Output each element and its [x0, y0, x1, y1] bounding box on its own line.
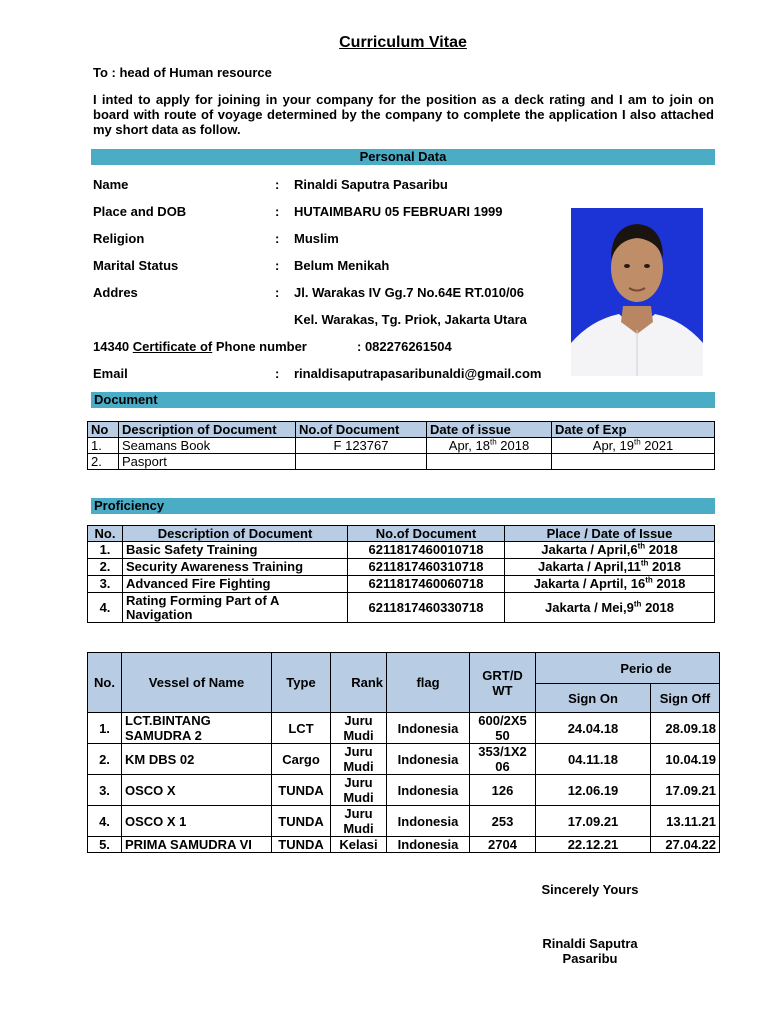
colon: :: [275, 231, 280, 246]
column-header: Sign On: [536, 684, 651, 713]
column-header: Perio de: [536, 653, 720, 684]
proficiency-table: [87, 525, 715, 623]
vessel-type: Cargo: [272, 744, 331, 775]
phone-certificate-text: Certificate of: [132, 339, 213, 354]
column-header: GRT/D WT: [470, 653, 536, 713]
table-row: [88, 559, 715, 576]
page-title: Curriculum Vitae: [339, 34, 467, 51]
vessel-rank: Juru Mudi: [331, 713, 387, 744]
doc-number: [296, 454, 427, 470]
sign-on-date: 22.12.21: [536, 837, 651, 853]
name-label: Name: [93, 177, 129, 192]
prof-description: Security Awareness Training: [123, 559, 348, 576]
prof-place-date: [505, 576, 715, 593]
vessel-name: LCT.BINTANG SAMUDRA 2: [122, 713, 272, 744]
prof-number: 6211817460060718: [348, 576, 505, 593]
prof-description: Rating Forming Part of A Navigation: [123, 593, 348, 623]
profile-photo: [571, 208, 703, 376]
year-text: 2018: [648, 559, 681, 574]
closing-salutation: Sincerely Yours: [541, 882, 639, 897]
sign-on-date: 12.06.19: [536, 775, 651, 806]
vessel-flag: Indonesia: [387, 806, 470, 837]
address-label: Addres: [93, 285, 138, 300]
marital-value: Belum Menikah: [294, 258, 390, 273]
marital-label: Marital Status: [93, 258, 179, 273]
prof-description: Advanced Fire Fighting: [123, 576, 348, 593]
column-header: No.: [88, 526, 123, 542]
vessel-flag: Indonesia: [387, 744, 470, 775]
signer-name-line-2: Pasaribu: [562, 951, 618, 966]
prof-no: 4.: [88, 593, 123, 623]
document-header: Document: [91, 392, 715, 408]
address-line-2: Kel. Warakas, Tg. Priok, Jakarta Utara: [294, 312, 527, 327]
column-header: Description of Document: [119, 422, 296, 438]
colon: :: [275, 258, 280, 273]
vessel-name: PRIMA SAMUDRA VI: [122, 837, 272, 853]
name-value: Rinaldi Saputra Pasaribu: [294, 177, 448, 192]
column-header: No: [88, 422, 119, 438]
phone-value: : 082276261504: [357, 339, 452, 354]
prof-place-date: [505, 559, 715, 576]
column-header: No.of Document: [348, 526, 505, 542]
colon: :: [275, 285, 280, 300]
vessel-type: TUNDA: [272, 806, 331, 837]
column-header: flag: [387, 653, 470, 713]
dob-label: Place and DOB: [93, 204, 187, 219]
column-header: No.of Document: [296, 422, 427, 438]
phone-prefix: 14340: [93, 339, 133, 354]
place-date-text: Jakarta / April,6: [541, 542, 638, 557]
table-row: [88, 744, 720, 775]
prof-place-date: [505, 542, 715, 559]
prof-description: Basic Safety Training: [123, 542, 348, 559]
ordinal-suffix: th: [645, 575, 653, 585]
prof-number: 6211817460010718: [348, 542, 505, 559]
doc-exp-date: [552, 454, 715, 470]
proficiency-header: Proficiency: [91, 498, 715, 514]
vessel-grt: 253: [470, 806, 536, 837]
vessel-type: LCT: [272, 713, 331, 744]
doc-no: 1.: [88, 438, 119, 454]
vessel-name: OSCO X: [122, 775, 272, 806]
colon: :: [275, 204, 280, 219]
table-row: [88, 454, 715, 470]
issue-date-text: Apr, 18: [448, 438, 490, 453]
year-text: 2018: [645, 542, 678, 557]
email-value: rinaldisaputrapasaribunaldi@gmail.com: [294, 366, 542, 381]
sign-off-date: 17.09.21: [651, 775, 720, 806]
doc-description: Pasport: [119, 454, 296, 470]
document-table: [87, 421, 715, 470]
table-header-row: [88, 653, 720, 684]
vessel-name: KM DBS 02: [122, 744, 272, 775]
religion-value: Muslim: [294, 231, 339, 246]
ordinal-suffix: th: [633, 599, 642, 609]
vessel-flag: Indonesia: [387, 837, 470, 853]
prof-no: 3.: [88, 576, 123, 593]
table-header-row: [88, 526, 715, 542]
exp-date-text: Apr, 19: [592, 438, 634, 453]
vessel-no: 3.: [88, 775, 122, 806]
prof-place-date: [505, 593, 715, 623]
sign-off-date: 13.11.21: [651, 806, 720, 837]
prof-no: 1.: [88, 542, 123, 559]
ordinal-suffix: th: [489, 437, 497, 447]
table-row: [88, 542, 715, 559]
ordinal-suffix: th: [633, 437, 641, 447]
table-header-row: [88, 422, 715, 438]
column-header: Rank: [331, 653, 387, 713]
vessel-no: 5.: [88, 837, 122, 853]
vessel-rank: Juru Mudi: [331, 806, 387, 837]
vessel-no: 4.: [88, 806, 122, 837]
dob-value: HUTAIMBARU 05 FEBRUARI 1999: [294, 204, 503, 219]
phone-label-text: Phone number: [212, 339, 307, 354]
address-line-1: Jl. Warakas IV Gg.7 No.64E RT.010/06: [294, 285, 525, 300]
issue-year: 2018: [496, 438, 530, 453]
column-header: No.: [88, 653, 122, 713]
sign-on-date: 17.09.21: [536, 806, 651, 837]
vessel-flag: Indonesia: [387, 775, 470, 806]
sign-off-date: 27.04.22: [651, 837, 720, 853]
sign-off-date: 28.09.18: [651, 713, 720, 744]
intro-paragraph: I inted to apply for joining in your company for the position as a deck rating and I am to join on board with route of voyage determined by the company to complete the application I also attached my short data as follow.: [93, 92, 714, 137]
prof-number: 6211817460330718: [348, 593, 505, 623]
column-header: Date of Exp: [552, 422, 715, 438]
table-row: [88, 713, 720, 744]
table-row: [88, 438, 715, 454]
colon: :: [275, 177, 280, 192]
column-header: Place / Date of Issue: [505, 526, 715, 542]
doc-exp-date: [552, 438, 715, 454]
sign-off-date: 10.04.19: [651, 744, 720, 775]
vessel-type: TUNDA: [272, 837, 331, 853]
doc-issue-date: [427, 454, 552, 470]
vessel-grt: 126: [470, 775, 536, 806]
vessel-grt: 600/2X5 50: [470, 713, 536, 744]
table-row: [88, 775, 720, 806]
column-header: Sign Off: [651, 684, 720, 713]
vessel-name: OSCO X 1: [122, 806, 272, 837]
ordinal-suffix: th: [637, 541, 646, 551]
prof-no: 2.: [88, 559, 123, 576]
sign-on-date: 24.04.18: [536, 713, 651, 744]
sea-experience-table: [87, 652, 720, 853]
table-row: [88, 806, 720, 837]
personal-data-header: Personal Data: [91, 149, 715, 165]
phone-label: [93, 339, 307, 354]
place-date-text: Jakarta / April,11: [538, 559, 641, 574]
place-date-text: Jakarta / Mei,9: [545, 599, 634, 615]
vessel-rank: Kelasi: [331, 837, 387, 853]
table-row: [88, 576, 715, 593]
column-header: Vessel of Name: [122, 653, 272, 713]
doc-no: 2.: [88, 454, 119, 470]
vessel-flag: Indonesia: [387, 713, 470, 744]
sign-on-date: 04.11.18: [536, 744, 651, 775]
recipient-line: To : head of Human resource: [93, 65, 272, 80]
person-portrait-icon: [571, 208, 703, 376]
table-row: [88, 593, 715, 623]
vessel-rank: Juru Mudi: [331, 775, 387, 806]
year-text: 2018: [641, 599, 674, 615]
vessel-grt: 2704: [470, 837, 536, 853]
religion-label: Religion: [93, 231, 145, 246]
column-header: Date of issue: [427, 422, 552, 438]
vessel-grt: 353/1X2 06: [470, 744, 536, 775]
colon: :: [275, 366, 280, 381]
column-header: Type: [272, 653, 331, 713]
vessel-no: 1.: [88, 713, 122, 744]
vessel-no: 2.: [88, 744, 122, 775]
ordinal-suffix: th: [640, 558, 649, 568]
doc-description: Seamans Book: [119, 438, 296, 454]
table-row: [88, 837, 720, 853]
vessel-rank: Juru Mudi: [331, 744, 387, 775]
email-label: Email: [93, 366, 128, 381]
exp-year: 2021: [640, 438, 674, 453]
signer-name-line-1: Rinaldi Saputra: [542, 936, 638, 951]
year-text: 2018: [652, 576, 686, 591]
doc-issue-date: [427, 438, 552, 454]
doc-number: F 123767: [296, 438, 427, 454]
prof-number: 6211817460310718: [348, 559, 505, 576]
vessel-type: TUNDA: [272, 775, 331, 806]
place-date-text: Jakarta / Aprtil, 16: [533, 576, 646, 591]
column-header: Description of Document: [123, 526, 348, 542]
